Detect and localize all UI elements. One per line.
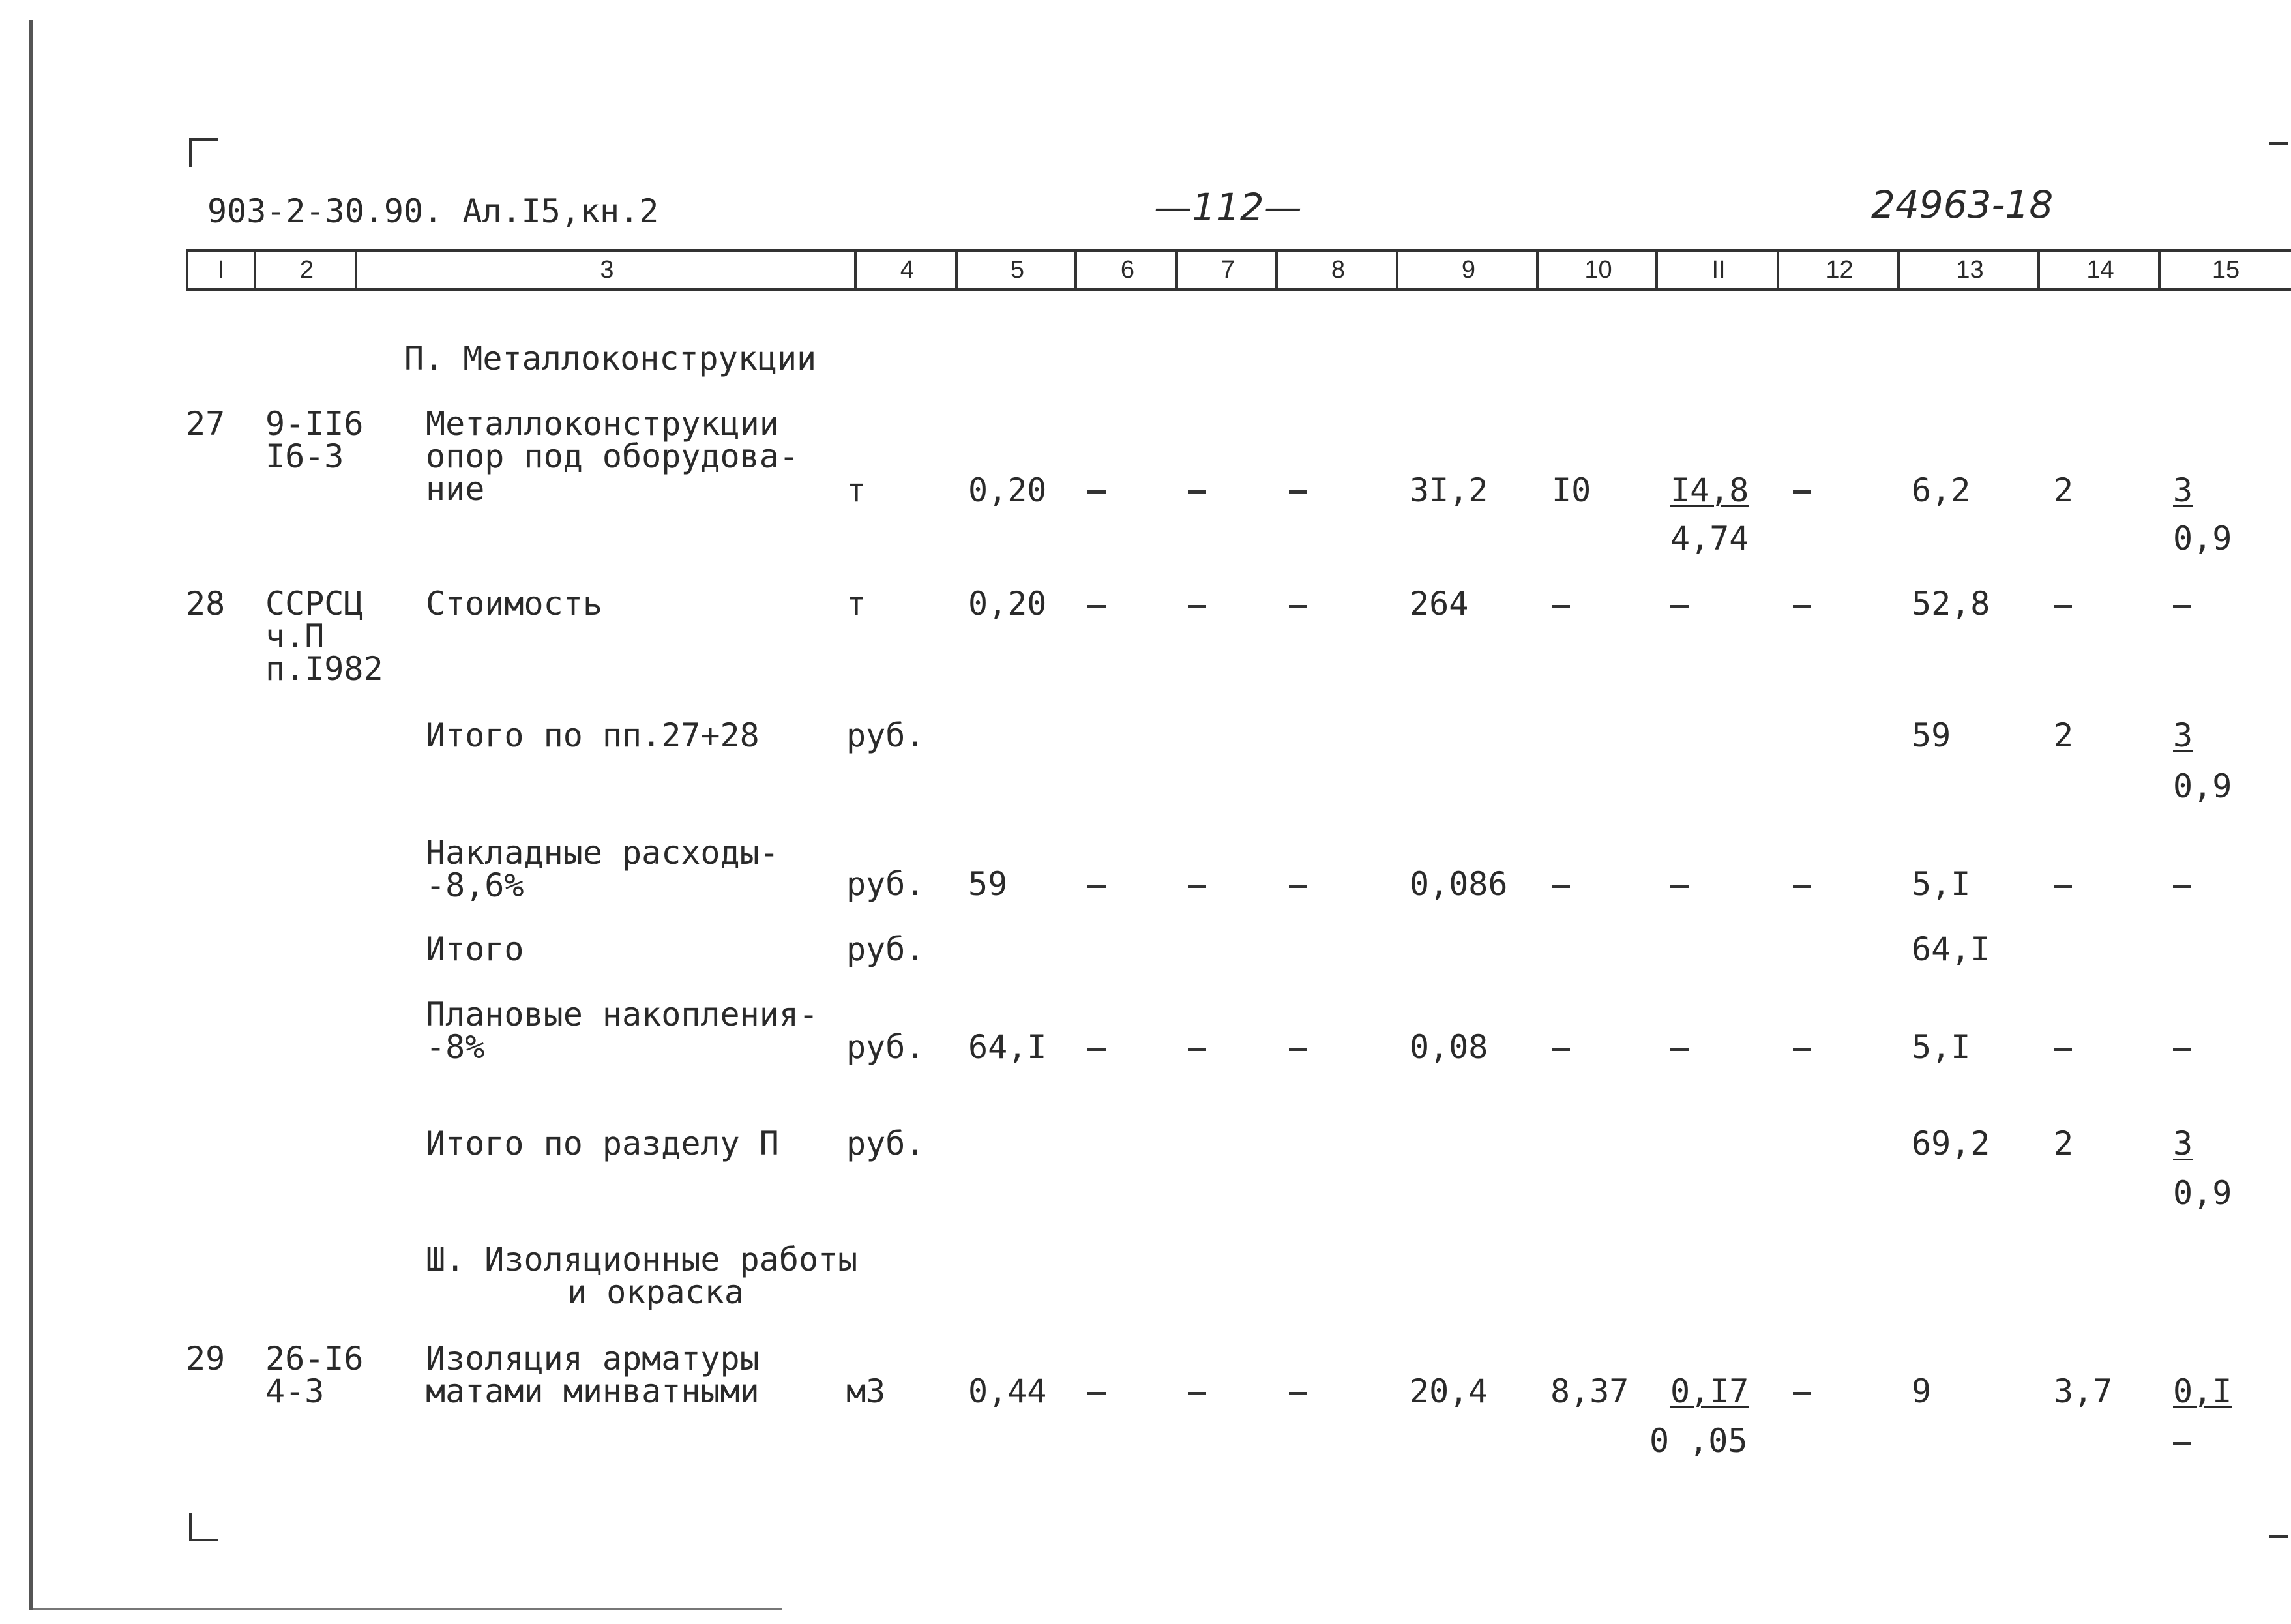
subtotal-cost: 59 (1912, 716, 1951, 754)
row-wage-cost: I0 (1552, 471, 1591, 509)
total-label: Итого (426, 930, 524, 968)
page-edge-left (29, 20, 33, 1610)
row-wage-cost: 8,37 (1550, 1372, 1629, 1410)
empty-dash (1670, 605, 1689, 608)
total-unit: руб. (846, 930, 925, 968)
row-code: 4-3 (265, 1372, 325, 1410)
doc-reference: 903-2-30.90. Ал.I5,кн.2 (207, 192, 659, 230)
subtotal-label: Итого по пп.27+28 (426, 716, 760, 754)
profit-rate: 0,08 (1410, 1028, 1488, 1066)
row-code: I6-3 (265, 437, 344, 475)
row-total-machine: 3 (2173, 471, 2193, 509)
column-number: 5 (955, 252, 1077, 288)
profit-cost: 5,I (1912, 1028, 1971, 1066)
section-total-cost: 69,2 (1912, 1125, 1990, 1162)
empty-dash (1188, 1392, 1206, 1395)
row-unit: т (846, 471, 866, 509)
row-unit-cost: 20,4 (1410, 1372, 1488, 1410)
document-number: 24963-18 (1871, 183, 2054, 227)
empty-dash (1289, 885, 1307, 888)
empty-dash (2054, 885, 2072, 888)
empty-dash (1188, 605, 1206, 608)
page-number: —112— (1154, 185, 1302, 229)
row-code: 26-I6 (265, 1340, 364, 1378)
column-number: 15 (2158, 252, 2291, 288)
row-machine-cost: I4,8 (1670, 471, 1749, 509)
subtotal-machine-wages: 0,9 (2173, 767, 2232, 805)
subtotal-unit: руб. (846, 716, 925, 754)
column-number: 6 (1074, 252, 1178, 288)
subtotal-machine: 3 (2173, 716, 2193, 754)
page-edge-bottom (33, 1608, 782, 1610)
row-unit-cost: 264 (1410, 585, 1469, 623)
empty-dash (2173, 1442, 2191, 1445)
row-total-machine-wages: 0,9 (2173, 520, 2232, 557)
row-quantity: 0,20 (968, 585, 1047, 623)
empty-dash (1552, 1048, 1570, 1051)
corner-mark-bottom-left (189, 1513, 218, 1541)
empty-dash (1289, 605, 1307, 608)
profit-unit: руб. (846, 1028, 925, 1066)
column-number: 2 (254, 252, 357, 288)
section-total-unit: руб. (846, 1125, 925, 1162)
empty-dash (2054, 1048, 2072, 1051)
empty-dash (1188, 490, 1206, 494)
empty-dash (1670, 885, 1689, 888)
section-total-machine-wages: 0,9 (2173, 1174, 2232, 1212)
empty-dash (1087, 605, 1106, 608)
row-number: 29 (186, 1340, 226, 1378)
total-cost: 64,I (1912, 930, 1990, 968)
row-total-cost: 6,2 (1912, 471, 1971, 509)
column-number: 3 (355, 252, 857, 288)
overhead-rate: 0,086 (1410, 865, 1508, 903)
section-total-label: Итого по разделу П (426, 1125, 779, 1162)
row-name: ние (426, 470, 485, 508)
row-code: п.I982 (265, 650, 383, 688)
row-name: матами минватными (426, 1372, 760, 1410)
row-unit-cost: 3I,2 (1410, 471, 1488, 509)
row-name: Изоляция арматуры (426, 1340, 760, 1378)
row-name: Стоимость (426, 585, 602, 623)
row-quantity: 0,20 (968, 471, 1047, 509)
empty-dash (1087, 1048, 1106, 1051)
overhead-cost: 5,I (1912, 865, 1971, 903)
empty-dash (1793, 885, 1811, 888)
row-number: 27 (186, 405, 226, 443)
column-number: 14 (2037, 252, 2161, 288)
profit-base: 64,I (968, 1028, 1047, 1066)
edge-tick-top-right (2269, 142, 2288, 145)
profit-label: -8% (426, 1028, 485, 1066)
section-title: П. Металлоконструкции (404, 340, 817, 377)
section-title: Ш. Изоляционные работы (426, 1241, 858, 1278)
row-name: Металлоконструкции (426, 405, 779, 443)
empty-dash (2173, 885, 2191, 888)
column-number: 7 (1175, 252, 1278, 288)
row-total-cost: 9 (1912, 1372, 1932, 1410)
empty-dash (1087, 885, 1106, 888)
empty-dash (1793, 1048, 1811, 1051)
section-title: и окраска (567, 1273, 744, 1311)
row-quantity: 0,44 (968, 1372, 1047, 1410)
empty-dash (1793, 490, 1811, 494)
corner-mark-top-left (189, 138, 218, 167)
row-unit: м3 (846, 1372, 886, 1410)
overhead-label: -8,6% (426, 866, 524, 904)
column-number: II (1655, 252, 1779, 288)
empty-dash (1670, 1048, 1689, 1051)
empty-dash (1087, 1392, 1106, 1395)
column-number: 9 (1396, 252, 1539, 288)
row-machine-wages: 4,74 (1670, 520, 1749, 557)
row-machine-wages: 0 ,05 (1649, 1422, 1748, 1460)
column-number: I (217, 256, 225, 284)
column-number: 4 (854, 252, 958, 288)
row-unit: т (846, 585, 866, 623)
profit-label: Плановые накопления- (426, 996, 819, 1033)
column-number: 8 (1275, 252, 1398, 288)
column-number: 13 (1897, 252, 2040, 288)
edge-tick-bottom-right (2269, 1535, 2288, 1538)
empty-dash (2173, 1048, 2191, 1051)
overhead-unit: руб. (846, 865, 925, 903)
overhead-label: Накладные расходы- (426, 834, 779, 872)
empty-dash (1188, 885, 1206, 888)
row-total-wages: 3,7 (2054, 1372, 2113, 1410)
empty-dash (1793, 605, 1811, 608)
empty-dash (2054, 605, 2072, 608)
row-code: ССРСЦ (265, 585, 364, 623)
empty-dash (1552, 605, 1570, 608)
empty-dash (1289, 490, 1307, 494)
empty-dash (1552, 885, 1570, 888)
section-total-machine: 3 (2173, 1125, 2193, 1162)
column-header-row (186, 249, 2291, 291)
empty-dash (2173, 605, 2191, 608)
row-total-cost: 52,8 (1912, 585, 1990, 623)
row-code: 9-II6 (265, 405, 364, 443)
row-number: 28 (186, 585, 226, 623)
empty-dash (1793, 1392, 1811, 1395)
column-number: 12 (1777, 252, 1900, 288)
row-machine-cost: 0,I7 (1670, 1372, 1749, 1410)
empty-dash (1289, 1048, 1307, 1051)
section-total-wages: 2 (2054, 1125, 2074, 1162)
row-total-wages: 2 (2054, 471, 2074, 509)
subtotal-wages: 2 (2054, 716, 2074, 754)
column-number: 10 (1536, 252, 1658, 288)
empty-dash (1087, 490, 1106, 494)
overhead-base: 59 (968, 865, 1008, 903)
row-name: опор под оборудова- (426, 437, 799, 475)
row-code: ч.П (265, 617, 325, 655)
row-total-machine: 0,I (2173, 1372, 2232, 1410)
empty-dash (1188, 1048, 1206, 1051)
empty-dash (1289, 1392, 1307, 1395)
